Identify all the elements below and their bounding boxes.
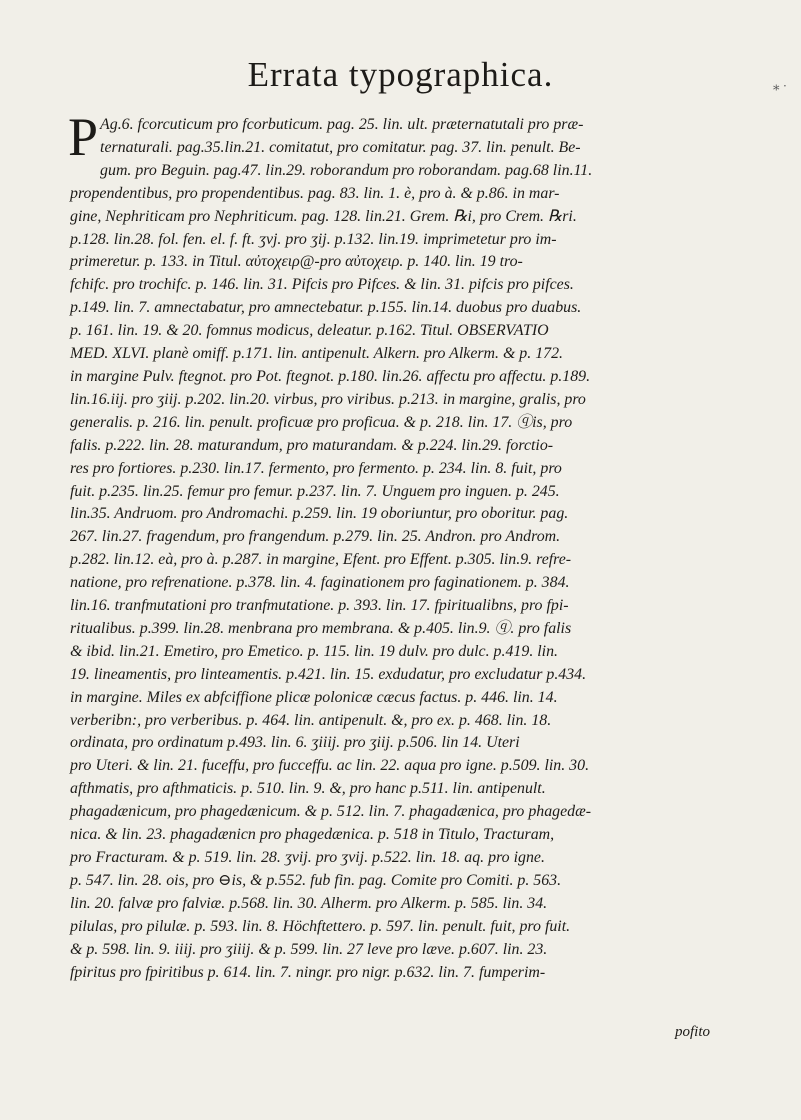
errata-line: generalis. p. 216. lin. penult. proficuæ pro proficua. & p. 218. lin. 17. ⓠis, pro <box>70 413 573 431</box>
catchword: pofito <box>675 1024 711 1040</box>
errata-line: propendentibus, pro propendentibus. pag. 83. lin. 1. è, pro à. & p.86. in mar- <box>70 184 560 202</box>
errata-line: gine, Nephriticam pro Nephriticum. pag. 128. lin.21. Grem. ℞i, pro Crem. ℞ri. <box>70 207 577 225</box>
errata-line: in margine. Miles ex abfciffione plicæ polonicæ cæcus factus. p. 446. lin. 14. <box>70 688 558 706</box>
errata-text <box>68 107 738 984</box>
margin-mark: ⁎ · <box>773 78 788 93</box>
errata-line: ordinata, pro ordinatum p.493. lin. 6. ʒiiij. pro ʒiij. p.506. lin 14. Uteri <box>70 734 520 752</box>
errata-line: & p. 598. lin. 9. iiij. pro ʒiiij. & p. 599. lin. 27 leve pro læve. p.607. lin. 23. <box>70 940 548 958</box>
errata-line: gum. pro Beguin. pag.47. lin.29. roborandum pro roborandam. pag.68 lin.11. <box>100 161 593 179</box>
errata-line: in margine Pulv. ftegnot. pro Pot. ftegnot. p.180. lin.26. affectu pro affectu. p.189. <box>70 367 591 385</box>
errata-line: lin. 20. falvæ pro falviæ. p.568. lin. 30. Alherm. pro Alkerm. p. 585. lin. 34. <box>70 894 548 912</box>
errata-line: 19. lineamentis, pro linteamentis. p.421. lin. 15. exdudatur, pro excludatur p.434. <box>70 665 587 683</box>
errata-lines <box>68 107 738 984</box>
errata-line: afthmatis, pro afthmaticis. p. 510. lin. 9. &, pro hanc p.511. lin. antipenult. <box>70 780 546 798</box>
errata-line: Ag.6. fcorcuticum pro fcorbuticum. pag. 25. lin. ult. præternatutali pro præ- <box>100 116 584 133</box>
errata-line: p. 161. lin. 19. & 20. fomnus modicus, deleatur. p.162. Titul. OBSERVATIO <box>70 322 549 340</box>
errata-line: 267. lin.27. fragendum, pro frangendum. p.279. lin. 25. Andron. pro Androm. <box>70 528 561 546</box>
errata-line: falis. p.222. lin. 28. maturandum, pro maturandam. & p.224. lin.29. forctio- <box>70 436 554 454</box>
errata-line: pro Fracturam. & p. 519. lin. 28. ʒvij. pro ʒvij. p.522. lin. 18. aq. pro igne. <box>70 849 545 866</box>
errata-line: & ibid. lin.21. Emetiro, pro Emetico. p. 115. lin. 19 dulv. pro dulc. p.419. lin. <box>70 642 559 660</box>
errata-line: primeretur. p. 133. in Titul. αὐτοχειρ@-pro αὐτοχειρ. p. 140. lin. 19 tro- <box>70 253 523 271</box>
errata-line: ritualibus. p.399. lin.28. menbrana pro membrana. & p.405. lin.9. ⓠ. pro falis <box>70 619 572 637</box>
errata-line: fchifc. pro trochifc. p. 146. lin. 31. Pifcis pro Pifces. & lin. 31. pifcis pro pifces. <box>70 276 574 294</box>
errata-line: fuit. p.235. lin.25. femur pro femur. p.237. lin. 7. Unguem pro inguen. p. 245. <box>70 482 560 500</box>
errata-line: lin.35. Andruom. pro Andromachi. p.259. lin. 19 oboriuntur, pro oboritur. pag. <box>70 505 569 523</box>
errata-line: fpiritus pro fpiritibus p. 614. lin. 7. ningr. pro nigr. p.632. lin. 7. fumperim- <box>70 963 546 981</box>
errata-line: lin.16. tranfmutationi pro tranfmutatione. p. 393. lin. 17. fpiritualibns, pro fpi- <box>70 597 569 615</box>
errata-line: p. 547. lin. 28. ois, pro ⊖is, & p.552. fub fin. pag. Comite pro Comiti. p. 563. <box>70 871 562 889</box>
errata-line: lin.16.iij. pro ʒiij. p.202. lin.20. virbus, pro viribus. p.213. in margine, gralis, pro <box>70 390 586 408</box>
errata-line: natione, pro refrenatione. p.378. lin. 4. faginationem pro faginationem. p. 384. <box>70 574 570 592</box>
errata-line: pilulas, pro pilulæ. p. 593. lin. 8. Höchftettero. p. 597. lin. penult. fuit, pro fuit. <box>70 917 571 935</box>
drop-capital: P <box>68 107 99 167</box>
page-title: Errata typographica. <box>247 55 554 94</box>
errata-line: phagadænicum, pro phagedænicum. & p. 512. lin. 7. phagadænica, pro phagedæ- <box>70 803 591 821</box>
errata-line: verberibn:, pro verberibus. p. 464. lin. antipenult. &, pro ex. p. 468. lin. 18. <box>70 711 552 729</box>
errata-line: p.282. lin.12. eà, pro à. p.287. in margine, Efent. pro Effent. p.305. lin.9. refre- <box>70 551 572 569</box>
errata-line: ternaturali. pag.35.lin.21. comitatut, pro comitatur. pag. 37. lin. penult. Be- <box>100 138 581 156</box>
errata-line: p.149. lin. 7. amnectabatur, pro amnectebatur. p.155. lin.14. duobus pro duabus. <box>70 299 582 317</box>
errata-line: res pro fortiores. p.230. lin.17. fermento, pro fermento. p. 234. lin. 8. fuit, pro <box>70 459 562 477</box>
errata-line: pro Uteri. & lin. 21. fuceffu, pro fucceffu. ac lin. 22. aqua pro igne. p.509. lin. 30. <box>70 757 590 775</box>
errata-line: nica. & lin. 23. phagadænicn pro phagedænica. p. 518 in Titulo, Tracturam, <box>70 826 555 844</box>
errata-line: MED. XLVI. planè omiff. p.171. lin. antipenult. Alkern. pro Alkerm. & p. 172. <box>70 345 564 363</box>
errata-line: p.128. lin.28. fol. fen. el. f. ft. ʒvj. pro ʒij. p.132. lin.19. imprimetetur pro im- <box>70 230 557 248</box>
